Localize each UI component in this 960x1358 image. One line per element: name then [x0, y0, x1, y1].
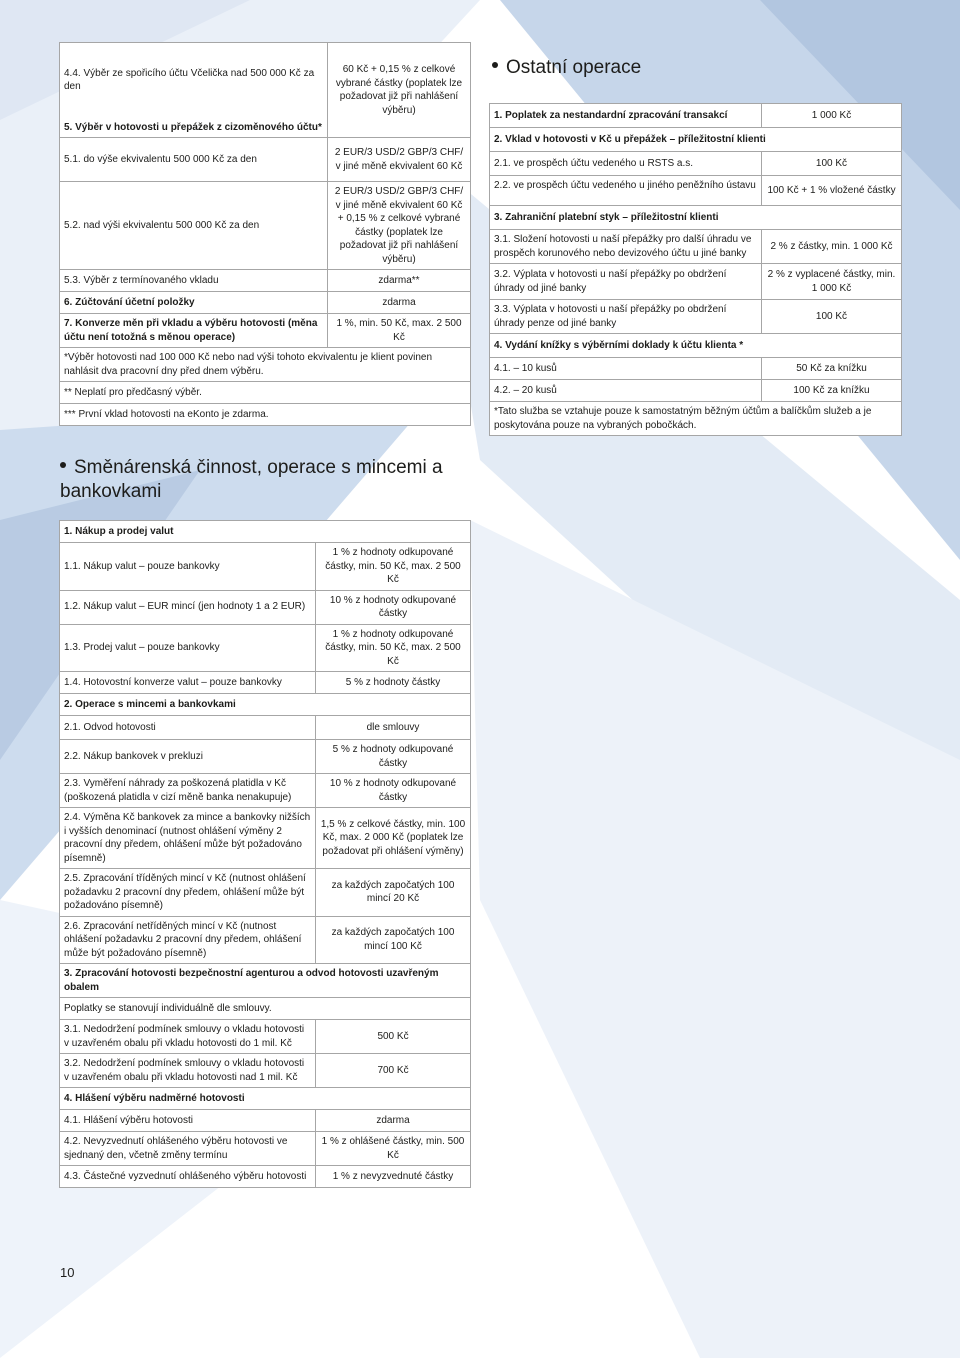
group-title-row	[490, 128, 902, 152]
row-label: 3.3. Výplata v hotovosti u naší přepážky po obdržení úhrady penze od jiné banky	[490, 300, 762, 334]
row-label: 3.1. Složení hotovosti u naší přepážky pro další úhradu ve prospěch korunového nebo devizového účtu u jiné banky	[490, 230, 762, 264]
table-row	[60, 292, 471, 314]
row-value: za každých započatých 100 mincí 20 Kč	[316, 869, 471, 917]
table-row	[60, 716, 471, 740]
table-row	[60, 916, 471, 964]
group-title: 4. Vydání knížky s výběrními doklady k účtu klienta *	[490, 334, 902, 358]
row-value: 1 %, min. 50 Kč, max. 2 500 Kč	[328, 314, 471, 348]
row-value: 1 % z hodnoty odkupované částky, min. 50 Kč, max. 2 500 Kč	[316, 624, 471, 672]
row-label: 4.1. Hlášení výběru hotovosti	[60, 1110, 316, 1132]
row-label: 4.2. Nevyzvednutí ohlášeného výběru hotovosti ve sjednaný den, včetně změny termínu	[60, 1132, 316, 1166]
exchange-section-heading	[60, 456, 460, 504]
table-row	[60, 808, 471, 869]
table-row	[60, 314, 471, 348]
row-value: zdarma	[316, 1110, 471, 1132]
row-label: 5.1. do výše ekvivalentu 500 000 Kč za den	[60, 138, 328, 182]
group-title: 2. Vklad v hotovosti v Kč u přepážek – příležitostní klienti	[490, 128, 902, 152]
group-title-row	[60, 694, 471, 716]
row-value: 1 % z nevyzvednuté částky	[316, 1166, 471, 1188]
table-note-row	[60, 404, 471, 426]
table-note-row	[60, 348, 471, 382]
row-label: 1.1. Nákup valut – pouze bankovky	[60, 543, 316, 591]
row-value: 700 Kč	[316, 1054, 471, 1088]
row-value: 5 % z hodnoty odkupované částky	[316, 740, 471, 774]
row-label: 4.2. – 20 kusů	[490, 380, 762, 402]
table-row	[60, 590, 471, 624]
table-row	[60, 138, 471, 182]
row-value: 10 % z hodnoty odkupované částky	[316, 590, 471, 624]
row-label: 5.2. nad výši ekvivalentu 500 000 Kč za den	[60, 182, 328, 270]
row-label: 4.4. Výběr ze spořicího účtu Včelička nad 500 000 Kč za den	[60, 43, 328, 118]
row-value: 2 EUR/3 USD/2 GBP/3 CHF/ v jiné měně ekvivalent 60 Kč	[328, 138, 471, 182]
table-row	[60, 543, 471, 591]
top-fee-table	[59, 42, 470, 426]
group-title-row	[60, 521, 471, 543]
table-row	[490, 152, 902, 176]
row-label: 1. Poplatek za nestandardní zpracování transakcí	[490, 104, 762, 128]
table-row	[490, 300, 902, 334]
row-label: 2.6. Zpracování netříděných mincí v Kč (nutnost ohlášení požadavku 2 pracovní dny předem, ohlášení může být požadováno písemně)	[60, 916, 316, 964]
row-value: dle smlouvy	[316, 716, 471, 740]
row-label: 3.1. Nedodržení podmínek smlouvy o vkladu hotovosti v uzavřeném obalu při vkladu hotovosti do 1 mil. Kč	[60, 1020, 316, 1054]
group-title-row	[60, 964, 471, 998]
table-row	[490, 176, 902, 206]
row-value: 1 000 Kč	[762, 104, 902, 128]
row-label: 6. Zúčtování účetní položky	[60, 292, 328, 314]
table-row	[60, 182, 471, 270]
exchange-table	[59, 520, 471, 1188]
table-row	[490, 358, 902, 380]
row-label: 4.3. Částečné vyzvednutí ohlášeného výběru hotovosti	[60, 1166, 316, 1188]
other-heading-text: Ostatní operace	[506, 57, 642, 78]
row-value: 100 Kč	[762, 300, 902, 334]
group-title: 2. Operace s mincemi a bankovkami	[60, 694, 471, 716]
group-title: 3. Zpracování hotovosti bezpečnostní agenturou a odvod hotovosti uzavřeným obalem	[60, 964, 471, 998]
row-value: zdarma	[328, 292, 471, 314]
table-row	[60, 1132, 471, 1166]
other-table	[489, 103, 902, 436]
footnote-2: ** Neplatí pro předčasný výběr.	[60, 382, 471, 404]
table-row	[60, 774, 471, 808]
row-label: 4.1. – 10 kusů	[490, 358, 762, 380]
row-label: 2.2. Nákup bankovek v prekluzi	[60, 740, 316, 774]
row-label: 2.4. Výměna Kč bankovek za mince a bankovky nižších i vyšších denominací (nutnost ohlášení výměny 2 pracovní dny předem, ohlášení může být požadováno písemně)	[60, 808, 316, 869]
group-note-row	[60, 998, 471, 1020]
table-row	[60, 1020, 471, 1054]
page-number: 10	[60, 1265, 75, 1280]
row-label: 7. Konverze měn při vkladu a výběru hotovosti (měna účtu není totožná s měnou operace)	[60, 314, 328, 348]
group-title-row	[490, 334, 902, 358]
row-label: 1.2. Nákup valut – EUR mincí (jen hodnoty 1 a 2 EUR)	[60, 590, 316, 624]
row-value: 1,5 % z celkové částky, min. 100 Kč, max. 2 000 Kč (poplatek lze požadovat při ohlášení výměny)	[316, 808, 471, 869]
exchange-heading-text: Směnárenská činnost, operace s mincemi a bankovkami	[60, 457, 443, 502]
footnote-1: *Výběr hotovosti nad 100 000 Kč nebo nad výši tohoto ekvivalentu je klient povinen nahlásit dva pracovní dny před dnem výběru.	[60, 348, 471, 382]
row-value: 100 Kč za knížku	[762, 380, 902, 402]
table-row	[60, 1054, 471, 1088]
row-value: 10 % z hodnoty odkupované částky	[316, 774, 471, 808]
row-value: za každých započatých 100 mincí 100 Kč	[316, 916, 471, 964]
table-row	[60, 270, 471, 292]
table-row	[60, 740, 471, 774]
table-row	[490, 230, 902, 264]
row-label: 2.2. ve prospěch účtu vedeného u jiného peněžního ústavu	[490, 176, 762, 206]
other-fee-table	[489, 103, 901, 436]
footnote-3: *** První vklad hotovosti na eKonto je zdarma.	[60, 404, 471, 426]
row-label: 1.3. Prodej valut – pouze bankovky	[60, 624, 316, 672]
table-row	[490, 104, 902, 128]
row-label: 2.1. Odvod hotovosti	[60, 716, 316, 740]
table-row	[60, 672, 471, 694]
row-value: 2 EUR/3 USD/2 GBP/3 CHF/ v jiné měně ekvivalent 60 Kč + 0,15 % z celkové vybrané částky (poplatek lze požadovat již při nahlášení výběru)	[328, 182, 471, 270]
table-row	[490, 264, 902, 300]
row-value: zdarma**	[328, 270, 471, 292]
row-label: 2.3. Vyměření náhrady za poškozená platidla v Kč (poškozená platidla v cizí měně banka nenakupuje)	[60, 774, 316, 808]
group-title-row	[60, 1088, 471, 1110]
row-value: 5 % z hodnoty částky	[316, 672, 471, 694]
row-value: 100 Kč + 1 % vložené částky	[762, 176, 902, 206]
row-label: 5.3. Výběr z termínovaného vkladu	[60, 270, 328, 292]
table-row	[60, 869, 471, 917]
footnote: *Tato služba se vztahuje pouze k samostatným běžným účtům a balíčkům služeb a je poskytována pouze na vybraných pobočkách.	[490, 402, 902, 436]
withdrawal-table	[59, 42, 471, 426]
group-note: Poplatky se stanovují individuálně dle smlouvy.	[60, 998, 471, 1020]
row-value: 2 % z vyplacené částky, min. 1 000 Kč	[762, 264, 902, 300]
row-value: 50 Kč za knížku	[762, 358, 902, 380]
group-title-row	[490, 206, 902, 230]
row-label: 2.1. ve prospěch účtu vedeného u RSTS a.s.	[490, 152, 762, 176]
row-value: 1 % z ohlášené částky, min. 500 Kč	[316, 1132, 471, 1166]
row-value: 1 % z hodnoty odkupované částky, min. 50 Kč, max. 2 500 Kč	[316, 543, 471, 591]
group-title: 3. Zahraniční platební styk – příležitostní klienti	[490, 206, 902, 230]
group-title: 4. Hlášení výběru nadměrné hotovosti	[60, 1088, 471, 1110]
group-title: 1. Nákup a prodej valut	[60, 521, 471, 543]
bullet-icon	[492, 62, 498, 68]
other-section-heading	[492, 56, 892, 80]
bullet-icon	[60, 462, 66, 468]
table-note-row	[490, 402, 902, 436]
row-label: 3.2. Výplata v hotovosti u naší přepážky po obdržení úhrady od jiné banky	[490, 264, 762, 300]
exchange-fee-table	[59, 520, 470, 1188]
table-note-row	[60, 382, 471, 404]
row-label: 3.2. Nedodržení podmínek smlouvy o vkladu hotovosti v uzavřeném obalu při vkladu hotovosti nad 1 mil. Kč	[60, 1054, 316, 1088]
table-row	[60, 624, 471, 672]
row-label: 5. Výběr v hotovosti u přepážek z cizoměnového účtu*	[60, 118, 328, 138]
table-row	[490, 380, 902, 402]
row-label: 1.4. Hotovostní konverze valut – pouze bankovky	[60, 672, 316, 694]
table-row	[60, 1110, 471, 1132]
table-row	[60, 43, 471, 118]
row-value: 2 % z částky, min. 1 000 Kč	[762, 230, 902, 264]
row-value: 100 Kč	[762, 152, 902, 176]
row-value: 500 Kč	[316, 1020, 471, 1054]
row-label: 2.5. Zpracování tříděných mincí v Kč (nutnost ohlášení požadavku 2 pracovní dny předem, ohlášení může být požadováno písemně)	[60, 869, 316, 917]
table-row	[60, 1166, 471, 1188]
row-value: 60 Kč + 0,15 % z celkové vybrané částky (poplatek lze požadovat již při nahlášení výběru)	[328, 43, 471, 138]
